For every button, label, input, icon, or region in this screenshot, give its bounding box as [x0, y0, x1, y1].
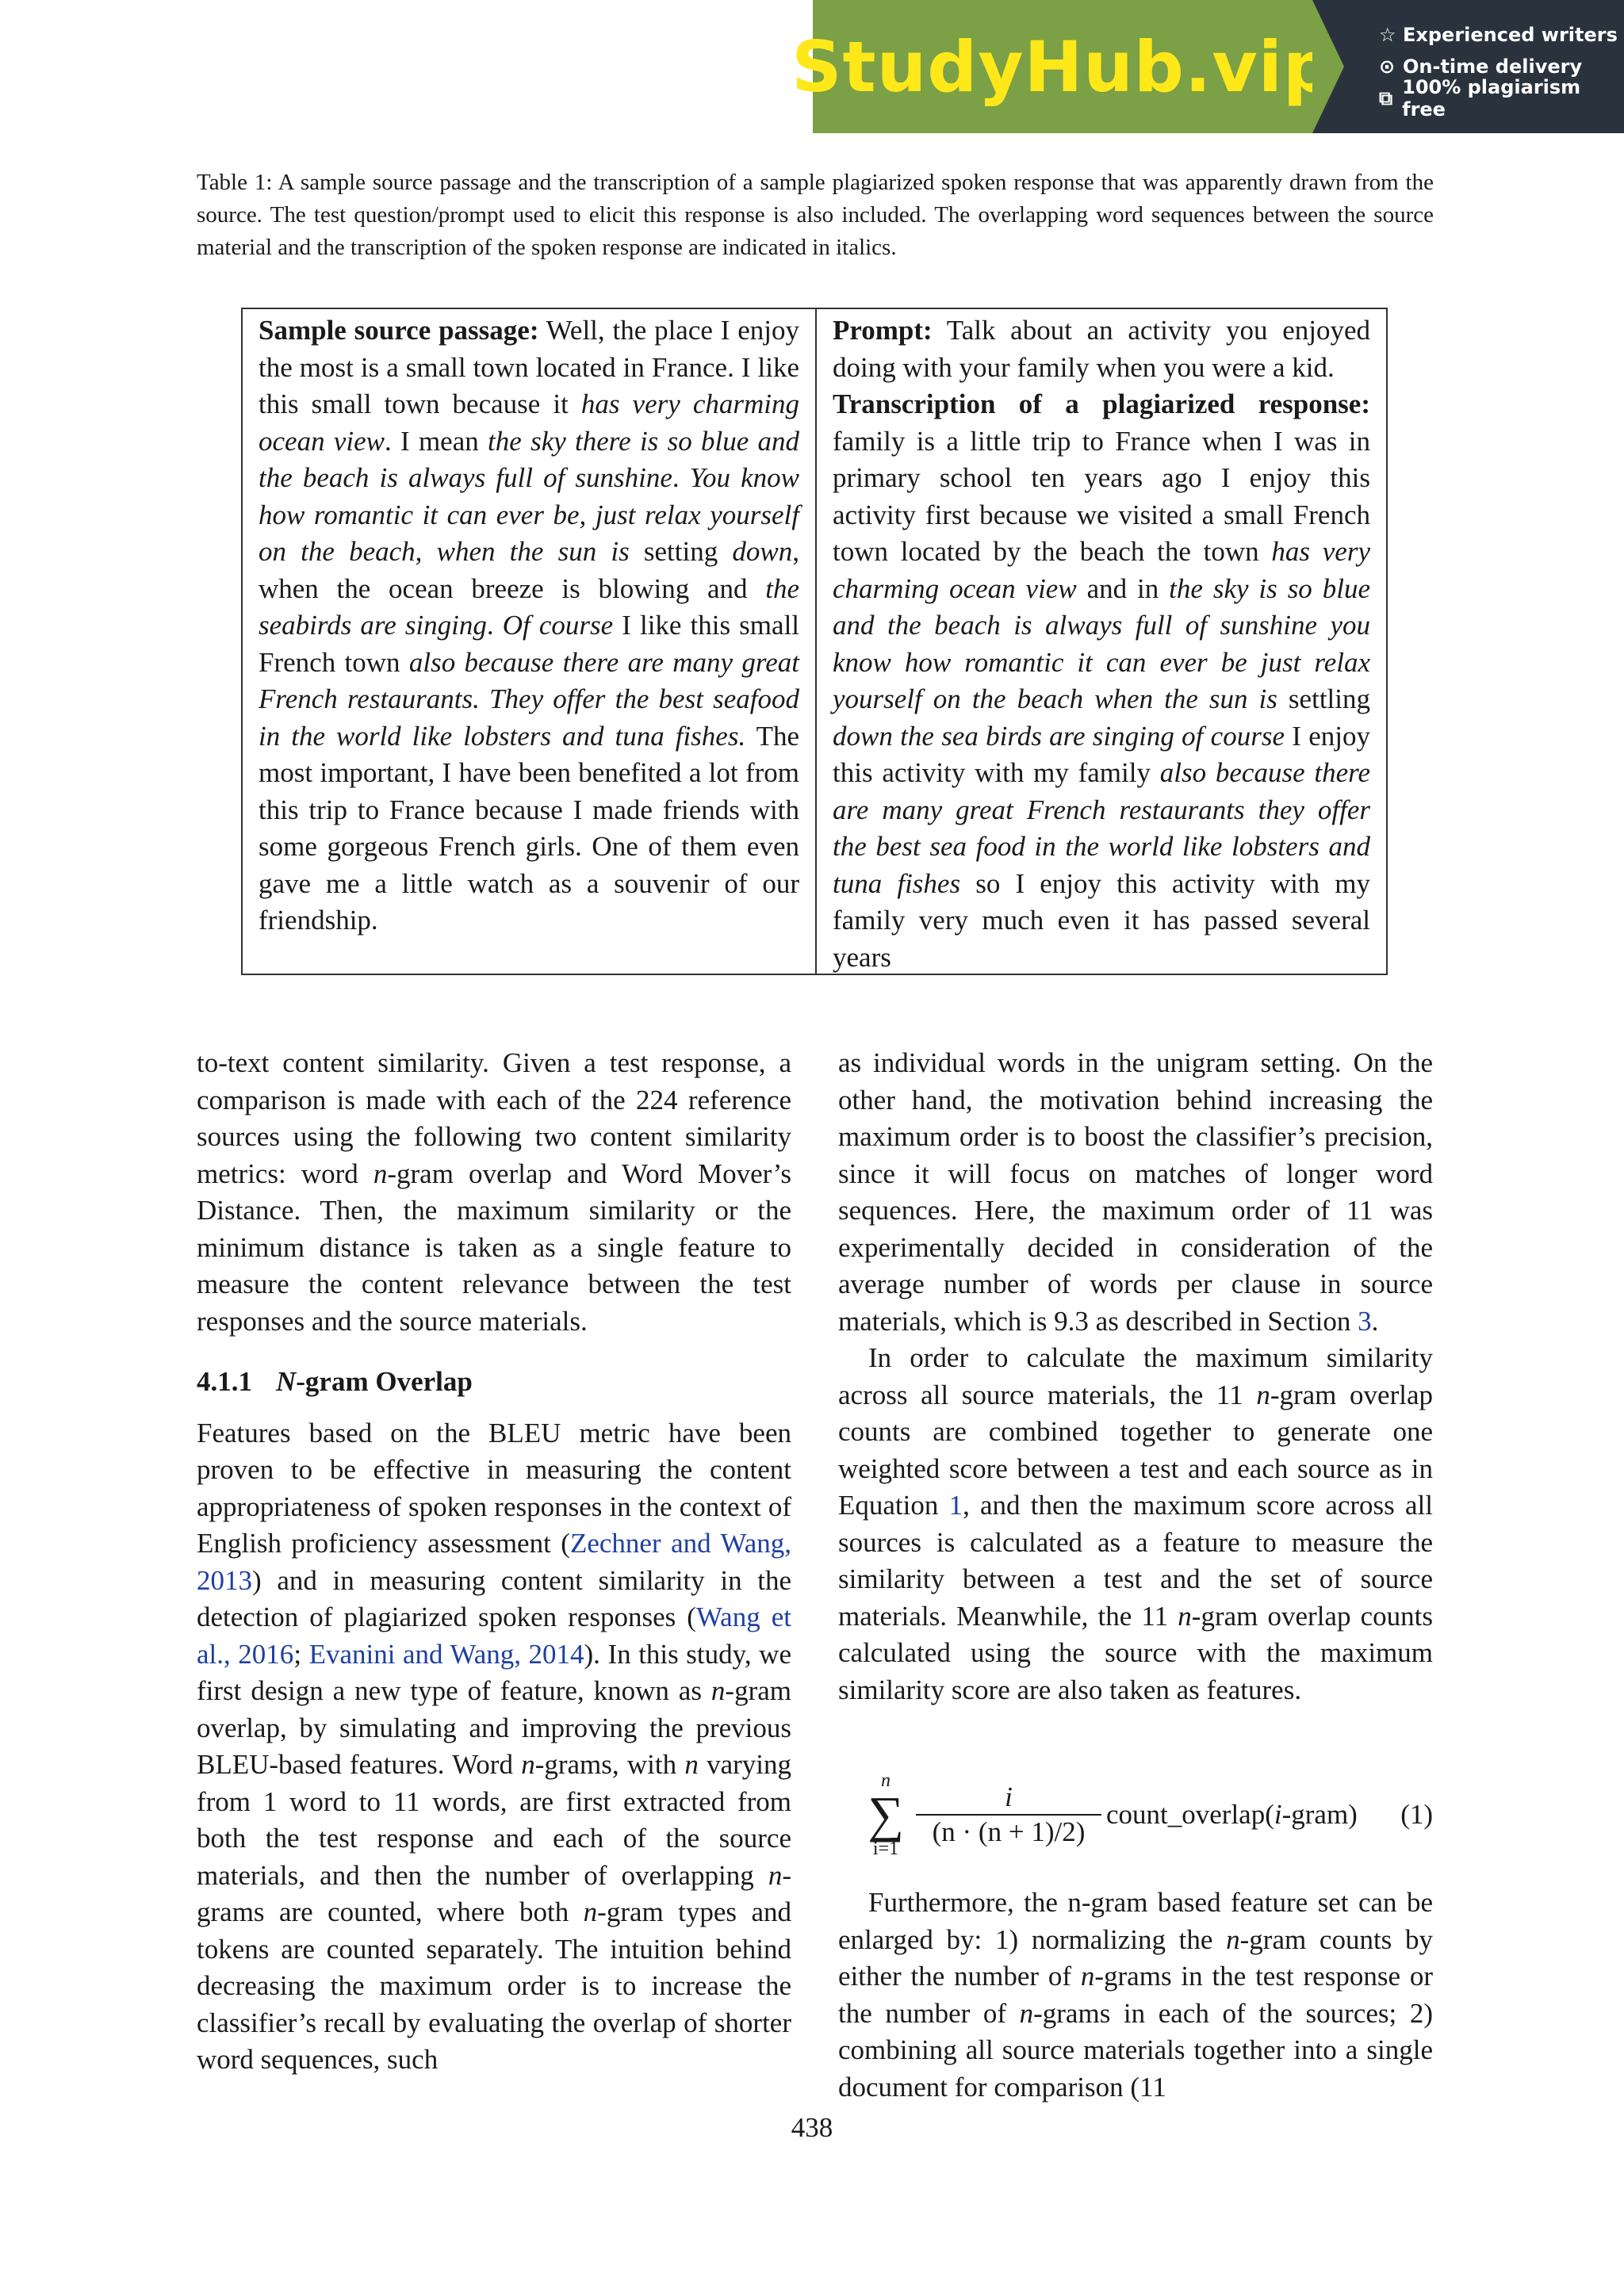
- response-cell: [817, 309, 1386, 974]
- italic-run: Of course: [502, 610, 614, 641]
- text-run: -grams, with: [534, 1749, 685, 1780]
- feature-label: On-time delivery: [1403, 55, 1583, 78]
- studyhub-banner[interactable]: [791, 0, 1624, 133]
- italic-run: n: [1226, 1923, 1240, 1955]
- paragraph: [838, 1045, 1433, 1340]
- italic-run: n: [684, 1749, 699, 1780]
- star-icon: ☆: [1379, 24, 1396, 46]
- text-run: ). In this study, we first design a new type of feature, known as: [197, 1638, 791, 1706]
- italic-run: the sky there is so blue and the beach is always full of sunshine: [259, 425, 800, 493]
- source-passage-label: Sample source passage:: [259, 315, 539, 346]
- text-run: I like this small French town: [259, 610, 800, 678]
- text-run: ;: [293, 1638, 309, 1670]
- citation-link[interactable]: Evanini and Wang, 2014: [308, 1638, 584, 1670]
- text-run: to-text content similarity. Given a test response, a comparison is made with each of the 224 reference sources using the following two content similarity metrics: word: [197, 1047, 791, 1189]
- text-run: .: [1371, 1305, 1379, 1337]
- text-run: -gram overlap and Word Mover’s Distance. Then, the maximum similarity or the minimum distance is taken as a single feature to measure the content relevance between the test responses and the source materials.: [197, 1158, 791, 1337]
- prompt-text: Talk about an activity you enjoyed doing with your family when you were a kid.: [833, 315, 1370, 383]
- italic-run: n: [583, 1896, 598, 1927]
- paragraph: [197, 1045, 791, 1340]
- paragraph: [838, 1885, 1433, 2106]
- italic-run: n: [521, 1749, 535, 1780]
- text-run: ) and in measuring content similarity in the detection of plagiarized spoken responses (: [197, 1564, 791, 1632]
- source-passage-text: [259, 315, 799, 936]
- text-run: I enjoy this activity with my family: [833, 720, 1370, 788]
- numerator: i: [1005, 1781, 1013, 1812]
- citation-link[interactable]: 3: [1358, 1305, 1372, 1337]
- equation-label: (1): [1400, 1798, 1433, 1830]
- left-column: [197, 1045, 791, 2079]
- italic-run: n: [1019, 1997, 1034, 2029]
- text-run: The most important, I have been benefited a lot from this trip to France because I made friends with some gorgeous French girls. One of them even gave me a little watch as a souvenir of our friendship.: [259, 720, 799, 936]
- source-passage-cell: [243, 309, 817, 974]
- table-caption: Table 1: A sample source passage and the transcription of a sample plagiarized spoken response that was apparently drawn from the source. The test question/prompt used to elicit this response is also included. The overlapping word sequences between the source material and the transcription of the spoken response are indicated in italics.: [197, 170, 1434, 260]
- italic-run: has very charming ocean view: [259, 388, 799, 457]
- paragraph: [197, 1415, 791, 2079]
- text-run: so I enjoy this activity with my family very much even it has passed several years: [833, 867, 1370, 973]
- italic-run: the seabirds are singing: [259, 572, 799, 641]
- feature-experienced-writers: [1379, 19, 1624, 51]
- text-run: .: [672, 462, 690, 493]
- sigma-symbol: ∑: [868, 1786, 904, 1843]
- text-run: -gram overlap counts are combined together to generate one weighted score between a test and each source as in Equation: [838, 1379, 1434, 1521]
- term-prefix: count_overlap(: [1106, 1798, 1274, 1830]
- section-heading: [197, 1364, 791, 1401]
- citation-link[interactable]: Wang et al., 2016: [197, 1601, 792, 1670]
- logo-text: StudyHub.vip: [791, 25, 1334, 108]
- text-run: as individual words in the unigram setting. On the other hand, the motivation behind increasing the maximum order is to boost the classifier’s precision, since it will focus on matches of longer word sequences. Here, the maximum order of 11 was experimentally decided in consideration of the average number of words per clause in source materials, which is 9.3 as described in Section: [838, 1047, 1433, 1337]
- sum-upper: n: [881, 1770, 891, 1791]
- feature-label: Experienced writers: [1403, 24, 1618, 46]
- italic-run: n: [1178, 1600, 1192, 1632]
- section-title: -gram Overlap: [296, 1366, 473, 1397]
- section-var: N: [276, 1366, 297, 1397]
- italic-run: n: [1080, 1961, 1095, 1992]
- text-run: setting: [629, 536, 733, 567]
- fraction: [916, 1781, 1101, 1849]
- right-column: [838, 1045, 1433, 2106]
- copy-icon: ⧉: [1379, 87, 1393, 109]
- text-run: , when the ocean breeze is blowing and: [259, 536, 799, 604]
- italic-run: n: [768, 1859, 783, 1891]
- banner-features: [1312, 0, 1624, 133]
- text-run: Well, the place I enjoy the most is a small town located in France. I like this small town because it: [259, 315, 799, 419]
- text-run: .: [486, 610, 503, 641]
- italic-run: also because there are many great French restaurants they offer the best sea food in the world like lobsters and tuna fishes: [833, 757, 1370, 899]
- sum-lower: i=1: [872, 1839, 899, 1859]
- transcription-text: [833, 426, 1370, 973]
- text-run: -gram overlap counts calculated using the source with the maximum similarity score are also taken as features.: [838, 1600, 1433, 1705]
- denominator: (n · (n + 1)/2): [932, 1816, 1086, 1847]
- text-run: -grams in the test response or the number of: [838, 1961, 1433, 2029]
- section-number: 4.1.1: [197, 1366, 252, 1397]
- italic-run: down: [732, 536, 793, 567]
- sample-table: [241, 308, 1388, 975]
- term-suffix: -gram): [1281, 1798, 1358, 1830]
- italic-run: n: [373, 1158, 388, 1189]
- text-run: In order to calculate the maximum similarity across all source materials, the 11: [838, 1342, 1433, 1410]
- text-run: Features based on the BLEU metric have been proven to be effective in measuring the content appropriateness of spoken responses in the context of English proficiency assessment (: [197, 1417, 791, 1559]
- text-run: -grams in each of the sources; 2) combining all source materials together into a single document for comparison (11: [838, 1997, 1433, 2103]
- feature-label: 100% plagiarism free: [1402, 76, 1581, 121]
- clock-icon: ⊙: [1379, 55, 1396, 78]
- paragraph: [838, 1340, 1433, 1709]
- italic-run: also because there are many great French restaurants. They offer the best seafood in the world like lobsters and tuna fishes.: [259, 646, 799, 752]
- text-run: Furthermore, the n-gram based feature set can be enlarged by: 1) normalizing the: [838, 1887, 1433, 1955]
- text-run: -grams are counted, where both: [197, 1859, 791, 1927]
- feature-plagiarism-free: [1379, 76, 1624, 121]
- term-var: i: [1274, 1798, 1282, 1830]
- text-run: varying from 1 word to 11 words, are first extracted from both the test response and each of the source materials, and then the number of overlapping: [197, 1749, 791, 1891]
- italic-run: n: [710, 1675, 726, 1706]
- summation: [864, 1770, 908, 1859]
- prompt-label: Prompt:: [833, 315, 933, 346]
- italic-run: n: [1256, 1379, 1270, 1410]
- italic-run: You know how romantic it can ever be, just relax yourself on the beach, when the sun is: [259, 462, 799, 567]
- citation-link[interactable]: Zechner and Wang, 2013: [197, 1528, 791, 1596]
- equation-term: [1106, 1797, 1358, 1834]
- text-run: -gram overlap, by simulating and improving the previous BLEU-based features. Word: [197, 1675, 791, 1780]
- text-run: , and then the maximum score across all sources is calculated as a feature to measure the similarity between a test and the set of source materials. Meanwhile, the 11: [838, 1490, 1433, 1632]
- italic-run: down the sea birds are singing of course: [833, 720, 1285, 752]
- transcription-label: Transcription of a plagiarized response:: [833, 388, 1370, 419]
- equation-1: [838, 1759, 1433, 1870]
- text-run: . I mean: [385, 425, 488, 457]
- text-run: settling: [1277, 683, 1370, 714]
- page-number: 438: [791, 2112, 833, 2143]
- text-run: -gram types and tokens are counted separately. The intuition behind decreasing the maximum order is to increase the classifier’s recall by evaluating the overlap of shorter word sequences, such: [197, 1896, 792, 2075]
- text-run: -gram counts by either the number of: [838, 1923, 1433, 1992]
- studyhub-logo[interactable]: [791, 0, 1334, 133]
- italic-run: the sky is so blue and the beach is always full of sunshine you know how romantic it can ever be just relax yourself on the beach when the sun is: [833, 572, 1370, 714]
- citation-link[interactable]: 1: [948, 1490, 963, 1521]
- text-run: family is a little trip to France when I was in primary school ten years ago I enjoy this activity first because we visited a small French town located by the beach the town: [833, 425, 1370, 567]
- italic-run: has very charming ocean view: [833, 536, 1370, 604]
- text-run: and in: [1076, 572, 1170, 604]
